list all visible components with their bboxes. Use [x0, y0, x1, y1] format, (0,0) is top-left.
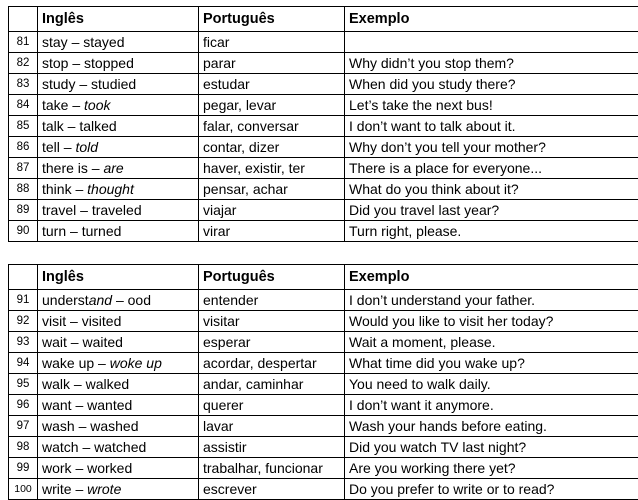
cell-portuguese: lavar — [199, 416, 345, 437]
column-header-number — [9, 7, 38, 32]
english-base: think – — [42, 181, 87, 197]
cell-portuguese: escrever — [199, 479, 345, 500]
cell-example — [345, 32, 638, 53]
cell-example: Wait a moment, please. — [345, 332, 638, 353]
table-row — [9, 458, 638, 479]
cell-english — [38, 353, 199, 374]
english-tail: stayed — [83, 34, 124, 50]
row-number: 88 — [9, 179, 38, 200]
row-number: 82 — [9, 53, 38, 74]
cell-english — [38, 137, 199, 158]
table-row — [9, 221, 638, 242]
english-tail: walked — [86, 376, 130, 392]
english-base: wake up – — [42, 355, 110, 371]
english-past-italic: wrote — [87, 481, 121, 497]
cell-portuguese: esperar — [199, 332, 345, 353]
row-number: 97 — [9, 416, 38, 437]
cell-portuguese: virar — [199, 221, 345, 242]
row-number: 81 — [9, 32, 38, 53]
english-base: wait – — [42, 334, 82, 350]
cell-portuguese: andar, caminhar — [199, 374, 345, 395]
cell-portuguese: querer — [199, 395, 345, 416]
table-row — [9, 137, 638, 158]
table-gap-divider — [8, 242, 630, 264]
cell-example: Are you working there yet? — [345, 458, 638, 479]
table-row — [9, 332, 638, 353]
row-number: 92 — [9, 311, 38, 332]
column-header-number — [9, 265, 38, 290]
cell-example: You need to walk daily. — [345, 374, 638, 395]
table-row — [9, 158, 638, 179]
cell-portuguese: estudar — [199, 74, 345, 95]
verb-table-2 — [8, 264, 638, 500]
cell-example: Did you watch TV last night? — [345, 437, 638, 458]
english-base: stay – — [42, 34, 83, 50]
english-tail: watched — [94, 439, 146, 455]
cell-english — [38, 74, 199, 95]
row-number: 94 — [9, 353, 38, 374]
cell-english — [38, 53, 199, 74]
table-body-1 — [9, 32, 638, 242]
english-base: work – — [42, 460, 87, 476]
table-row — [9, 53, 638, 74]
cell-english — [38, 200, 199, 221]
column-header-english: Inglês — [38, 265, 199, 290]
row-number: 83 — [9, 74, 38, 95]
cell-example: What do you think about it? — [345, 179, 638, 200]
english-past-italic: took — [84, 97, 110, 113]
row-number: 90 — [9, 221, 38, 242]
cell-english — [38, 332, 199, 353]
english-base: stop – — [42, 55, 84, 71]
cell-english — [38, 416, 199, 437]
english-base: tell – — [42, 139, 75, 155]
cell-english — [38, 395, 199, 416]
cell-english — [38, 116, 199, 137]
english-past-italic: thought — [87, 181, 134, 197]
cell-example: Let’s take the next bus! — [345, 95, 638, 116]
row-number: 86 — [9, 137, 38, 158]
english-tail: studied — [91, 76, 136, 92]
cell-portuguese: visitar — [199, 311, 345, 332]
english-tail: visited — [82, 313, 122, 329]
english-tail: – ood — [112, 292, 151, 308]
cell-english — [38, 479, 199, 500]
row-number: 85 — [9, 116, 38, 137]
cell-portuguese: contar, dizer — [199, 137, 345, 158]
cell-portuguese: entender — [199, 290, 345, 311]
table-header-row — [9, 7, 638, 32]
english-base: watch – — [42, 439, 94, 455]
column-header-example: Exemplo — [345, 7, 638, 32]
cell-example: I don’t want to talk about it. — [345, 116, 638, 137]
english-tail: waited — [82, 334, 122, 350]
row-number: 87 — [9, 158, 38, 179]
row-number: 100 — [9, 479, 38, 500]
english-past-italic: and — [89, 292, 112, 308]
row-number: 99 — [9, 458, 38, 479]
cell-portuguese: haver, existir, ter — [199, 158, 345, 179]
table-row — [9, 437, 638, 458]
cell-example: Why didn’t you stop them? — [345, 53, 638, 74]
cell-english — [38, 437, 199, 458]
english-base: visit – — [42, 313, 82, 329]
cell-english — [38, 221, 199, 242]
table-row — [9, 32, 638, 53]
cell-example: Turn right, please. — [345, 221, 638, 242]
cell-english — [38, 179, 199, 200]
cell-example: What time did you wake up? — [345, 353, 638, 374]
cell-portuguese: ficar — [199, 32, 345, 53]
row-number: 89 — [9, 200, 38, 221]
english-tail: worked — [87, 460, 132, 476]
cell-english — [38, 95, 199, 116]
cell-example: Do you prefer to write or to read? — [345, 479, 638, 500]
english-tail: wanted — [87, 397, 132, 413]
english-base: underst — [42, 292, 89, 308]
english-base: turn – — [42, 223, 82, 239]
english-past-italic: are — [103, 160, 123, 176]
cell-english — [38, 290, 199, 311]
row-number: 98 — [9, 437, 38, 458]
table-row — [9, 290, 638, 311]
column-header-portuguese: Português — [199, 7, 345, 32]
table-row — [9, 353, 638, 374]
verb-table-1 — [8, 6, 638, 242]
cell-portuguese: pensar, achar — [199, 179, 345, 200]
cell-english — [38, 311, 199, 332]
table-row — [9, 200, 638, 221]
english-base: wash – — [42, 418, 90, 434]
cell-portuguese: pegar, levar — [199, 95, 345, 116]
cell-example: Did you travel last year? — [345, 200, 638, 221]
row-number: 95 — [9, 374, 38, 395]
cell-portuguese: acordar, despertar — [199, 353, 345, 374]
english-base: take – — [42, 97, 84, 113]
cell-portuguese: trabalhar, funcionar — [199, 458, 345, 479]
table-row — [9, 374, 638, 395]
table-body-2 — [9, 290, 638, 500]
table-header — [9, 265, 638, 290]
column-header-english: Inglês — [38, 7, 199, 32]
cell-example: When did you study there? — [345, 74, 638, 95]
english-base: talk – — [42, 118, 79, 134]
column-header-example: Exemplo — [345, 265, 638, 290]
table-row — [9, 95, 638, 116]
english-past-italic: told — [75, 139, 98, 155]
english-base: want – — [42, 397, 87, 413]
table-header-row — [9, 265, 638, 290]
cell-example: Why don’t you tell your mother? — [345, 137, 638, 158]
table-row — [9, 416, 638, 437]
table-row — [9, 116, 638, 137]
row-number: 84 — [9, 95, 38, 116]
cell-english — [38, 458, 199, 479]
table-row — [9, 74, 638, 95]
english-tail: turned — [82, 223, 122, 239]
row-number: 93 — [9, 332, 38, 353]
english-base: study – — [42, 76, 91, 92]
table-row — [9, 395, 638, 416]
english-base: write – — [42, 481, 87, 497]
cell-portuguese: parar — [199, 53, 345, 74]
cell-english — [38, 32, 199, 53]
cell-english — [38, 374, 199, 395]
cell-example: I don’t understand your father. — [345, 290, 638, 311]
table-row — [9, 179, 638, 200]
table-header — [9, 7, 638, 32]
cell-example: I don’t want it anymore. — [345, 395, 638, 416]
cell-example: Wash your hands before eating. — [345, 416, 638, 437]
english-base: travel – — [42, 202, 92, 218]
table-row — [9, 479, 638, 500]
english-base: walk – — [42, 376, 86, 392]
english-past-italic: woke up — [110, 355, 162, 371]
cell-example: Would you like to visit her today? — [345, 311, 638, 332]
cell-portuguese: assistir — [199, 437, 345, 458]
cell-english — [38, 158, 199, 179]
english-tail: washed — [90, 418, 138, 434]
cell-portuguese: falar, conversar — [199, 116, 345, 137]
cell-portuguese: viajar — [199, 200, 345, 221]
column-header-portuguese: Português — [199, 265, 345, 290]
english-tail: traveled — [92, 202, 142, 218]
table-row — [9, 311, 638, 332]
english-tail: stopped — [84, 55, 134, 71]
english-base: there is – — [42, 160, 103, 176]
english-tail: talked — [79, 118, 116, 134]
cell-example: There is a place for everyone... — [345, 158, 638, 179]
row-number: 91 — [9, 290, 38, 311]
row-number: 96 — [9, 395, 38, 416]
